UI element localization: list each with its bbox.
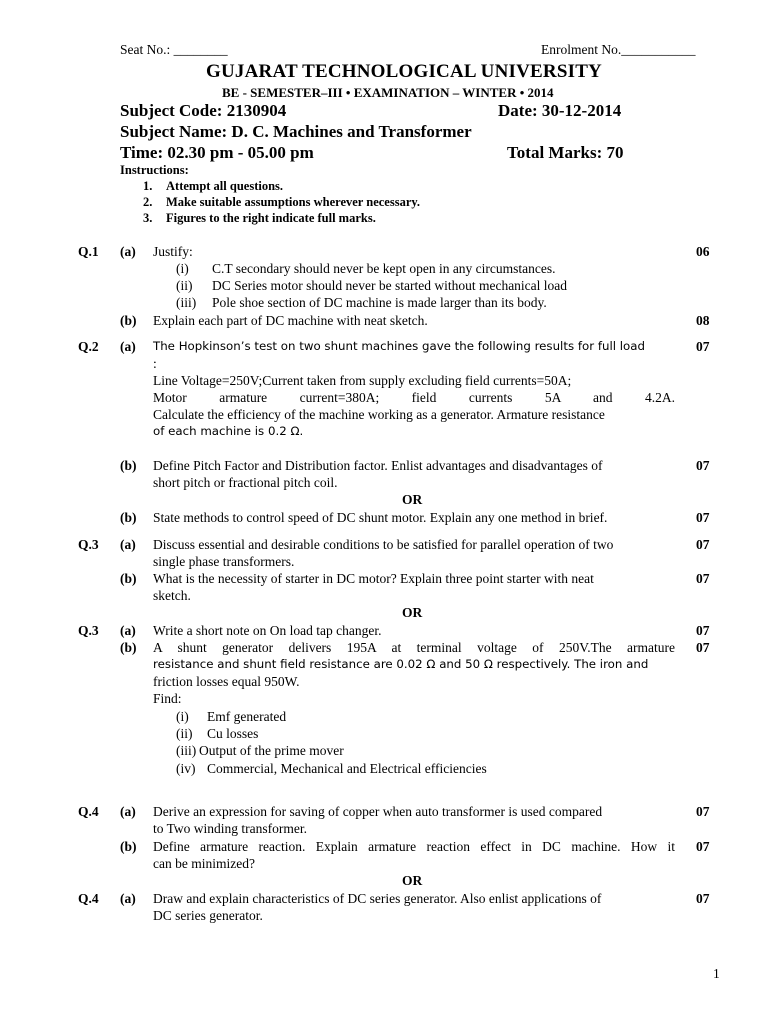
question-text: The Hopkinson’s test on two shunt machines gave the following results for full load bbox=[153, 339, 645, 353]
question-text: State methods to control speed of DC shunt motor. Explain any one method in brief. bbox=[153, 510, 608, 525]
question-marks: 07 bbox=[696, 339, 710, 354]
question-number: Q.4 bbox=[78, 804, 99, 819]
page-number: 1 bbox=[713, 966, 720, 981]
question-text: Derive an expression for saving of copper when auto transformer is used compared bbox=[153, 804, 603, 819]
exam-date: Date: 30-12-2014 bbox=[498, 101, 622, 120]
or-divider: OR bbox=[402, 492, 423, 507]
question-text: Motor armature current=380A; field currents 5A and 4.2A. bbox=[153, 390, 675, 405]
list-item-num: (i) bbox=[176, 709, 189, 724]
question-text: Explain each part of DC machine with neat sketch. bbox=[153, 313, 428, 328]
list-item-num: (iii) bbox=[176, 295, 197, 310]
question-text: Write a short note on On load tap changer. bbox=[153, 623, 382, 638]
question-text: can be minimized? bbox=[153, 856, 255, 871]
question-number: Q.3 bbox=[78, 537, 99, 552]
question-text: : bbox=[153, 356, 157, 371]
list-item: Emf generated bbox=[207, 709, 287, 724]
question-number: Q.3 bbox=[78, 623, 99, 638]
question-text: A shunt generator delivers 195A at terminal voltage of 250V.The armature bbox=[153, 640, 675, 655]
sub-question-label: (b) bbox=[120, 839, 137, 854]
sub-question-label: (b) bbox=[120, 640, 137, 655]
subject-name: Subject Name: D. C. Machines and Transformer bbox=[120, 122, 472, 141]
question-text: Line Voltage=250V;Current taken from supply excluding field currents=50A; bbox=[153, 373, 572, 388]
question-text: Draw and explain characteristics of DC series generator. Also enlist applications of bbox=[153, 891, 602, 906]
university-name: GUJARAT TECHNOLOGICAL UNIVERSITY bbox=[206, 61, 602, 82]
sub-question-label: (b) bbox=[120, 510, 137, 525]
instruction-item: Attempt all questions. bbox=[166, 179, 284, 193]
question-marks: 07 bbox=[696, 537, 710, 552]
question-text: Justify: bbox=[153, 244, 193, 259]
enrolment-number: Enrolment No.___________ bbox=[541, 42, 696, 57]
sub-question-label: (a) bbox=[120, 244, 136, 259]
question-number: Q.4 bbox=[78, 891, 99, 906]
instruction-num: 2. bbox=[143, 195, 153, 209]
question-text: short pitch or fractional pitch coil. bbox=[153, 475, 338, 490]
question-text: Define Pitch Factor and Distribution factor. Enlist advantages and disadvantages of bbox=[153, 458, 603, 473]
question-text: Calculate the efficiency of the machine working as a generator. Armature resistance bbox=[153, 407, 605, 422]
question-text: Discuss essential and desirable conditions to be satisfied for parallel operation of two bbox=[153, 537, 614, 552]
instruction-item: Figures to the right indicate full marks. bbox=[166, 211, 376, 225]
question-text: Define armature reaction. Explain armature reaction effect in DC machine. How it bbox=[153, 839, 675, 854]
question-text: resistance and shunt field resistance are 0.02 Ω and 50 Ω respectively. The iron and bbox=[153, 657, 649, 671]
question-text: Find: bbox=[153, 691, 182, 706]
sub-question-label: (a) bbox=[120, 537, 136, 552]
question-marks: 06 bbox=[696, 244, 710, 259]
total-marks: Total Marks: 70 bbox=[507, 143, 624, 162]
question-marks: 08 bbox=[696, 313, 710, 328]
or-divider: OR bbox=[402, 873, 423, 888]
question-text: DC series generator. bbox=[153, 908, 263, 923]
question-number: Q.2 bbox=[78, 339, 99, 354]
sub-question-label: (a) bbox=[120, 804, 136, 819]
list-item-num: (iv) bbox=[176, 761, 196, 776]
instruction-num: 3. bbox=[143, 211, 153, 225]
list-item: Pole shoe section of DC machine is made larger than its body. bbox=[212, 295, 547, 310]
sub-question-label: (a) bbox=[120, 891, 136, 906]
question-text: sketch. bbox=[153, 588, 191, 603]
list-item-num: (ii) bbox=[176, 278, 193, 293]
question-marks: 07 bbox=[696, 571, 710, 586]
or-divider: OR bbox=[402, 605, 423, 620]
instructions-title: Instructions: bbox=[120, 163, 189, 177]
sub-question-label: (b) bbox=[120, 313, 137, 328]
list-item: Output of the prime mover bbox=[199, 743, 344, 758]
question-marks: 07 bbox=[696, 804, 710, 819]
list-item-num: (i) bbox=[176, 261, 189, 276]
question-text: single phase transformers. bbox=[153, 554, 295, 569]
question-text: of each machine is 0.2 Ω. bbox=[153, 424, 304, 438]
sub-question-label: (a) bbox=[120, 339, 136, 354]
list-item: C.T secondary should never be kept open in any circumstances. bbox=[212, 261, 556, 276]
list-item: DC Series motor should never be started without mechanical load bbox=[212, 278, 568, 293]
instruction-item: Make suitable assumptions wherever necessary. bbox=[166, 195, 421, 209]
question-text: to Two winding transformer. bbox=[153, 821, 308, 836]
list-item-num: (iii) bbox=[176, 743, 197, 758]
list-item: Commercial, Mechanical and Electrical efficiencies bbox=[207, 761, 487, 776]
exam-line: BE - SEMESTER–III • EXAMINATION – WINTER • 2014 bbox=[222, 85, 554, 100]
list-item: Cu losses bbox=[207, 726, 259, 741]
sub-question-label: (b) bbox=[120, 571, 137, 586]
question-text: What is the necessity of starter in DC motor? Explain three point starter with neat bbox=[153, 571, 594, 586]
sub-question-label: (b) bbox=[120, 458, 137, 473]
instruction-num: 1. bbox=[143, 179, 153, 193]
seat-number: Seat No.: ________ bbox=[120, 42, 228, 57]
question-marks: 07 bbox=[696, 640, 710, 655]
sub-question-label: (a) bbox=[120, 623, 136, 638]
question-marks: 07 bbox=[696, 891, 710, 906]
question-marks: 07 bbox=[696, 623, 710, 638]
subject-code: Subject Code: 2130904 bbox=[120, 101, 287, 120]
exam-time: Time: 02.30 pm - 05.00 pm bbox=[120, 143, 314, 162]
question-marks: 07 bbox=[696, 458, 710, 473]
list-item-num: (ii) bbox=[176, 726, 193, 741]
question-text: friction losses equal 950W. bbox=[153, 674, 300, 689]
question-marks: 07 bbox=[696, 839, 710, 854]
question-marks: 07 bbox=[696, 510, 710, 525]
question-number: Q.1 bbox=[78, 244, 99, 259]
